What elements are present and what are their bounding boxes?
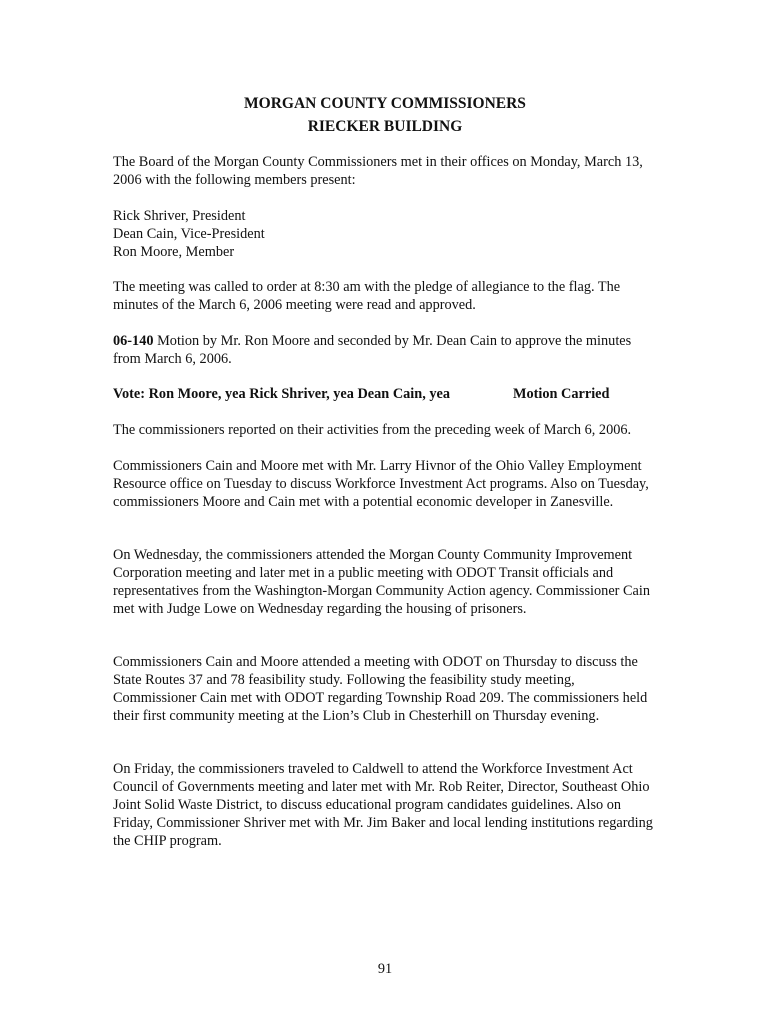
opening-paragraph: The meeting was called to order at 8:30 am with the pledge of allegiance to the flag. The minutes of the March 6, 2006 meeting were read and approved.: [113, 279, 621, 313]
vote-text: Vote: Ron Moore, yea Rick Shriver, yea Dean Cain, yea: [113, 386, 451, 402]
intro-paragraph: The Board of the Morgan County Commissioners met in their offices on Monday, March 13, 2006 with the following members present:: [113, 154, 643, 188]
page-number: 91: [377, 961, 393, 977]
friday-paragraph: On Friday, the commissioners traveled to Caldwell to attend the Workforce Investment Act Council of Governments meeting and later met with Mr. Rob Reiter, Director, Southeast Ohio Joint Solid Waste District, to discuss educational program candidates guidelines. Also on Friday, Commissioner Shriver met with Mr. Jim Baker and local lending institutions regarding the CHIP program.: [113, 761, 653, 849]
wednesday-paragraph: On Wednesday, the commissioners attended the Morgan County Community Improvement Corporation meeting and later met in a public meeting with ODOT Transit officials and representatives from the Washington-Morgan Community Action agency. Commissioner Cain met with Judge Lowe on Wednesday regarding the housing of prisoners.: [113, 547, 651, 617]
document-subtitle: RIECKER BUILDING: [307, 118, 463, 135]
vote-line: [113, 385, 610, 403]
thursday-paragraph: Commissioners Cain and Moore attended a meeting with ODOT on Thursday to discuss the State Routes 37 and 78 feasibility study. Following the feasibility study meeting, Commissioner Cain met with ODOT regarding Township Road 209. The commissioners held their first community meeting at the Lion’s Club in Chesterhill on Thursday evening.: [113, 654, 648, 724]
motion-text: Motion by Mr. Ron Moore and seconded by Mr. Dean Cain to approve the minutes from March 6, 2006.: [113, 333, 632, 367]
activities-intro-paragraph: The commissioners reported on their activities from the preceding week of March 6, 2006.: [113, 422, 632, 438]
tuesday-paragraph: Commissioners Cain and Moore met with Mr. Larry Hivnor of the Ohio Valley Employment Resource office on Tuesday to discuss Workforce Investment Act programs. Also on Tuesday, commissioners Moore and Cain met with a potential economic developer in Zanesville.: [113, 458, 649, 510]
motion-paragraph: [113, 332, 658, 368]
member-vice-president: Dean Cain, Vice-President: [113, 226, 265, 242]
motion-result: Motion Carried: [513, 386, 610, 402]
member-member: Ron Moore, Member: [113, 244, 235, 260]
motion-number: 06-140: [113, 333, 154, 349]
document-title: MORGAN COUNTY COMMISSIONERS: [244, 95, 526, 112]
member-president: Rick Shriver, President: [113, 208, 246, 224]
